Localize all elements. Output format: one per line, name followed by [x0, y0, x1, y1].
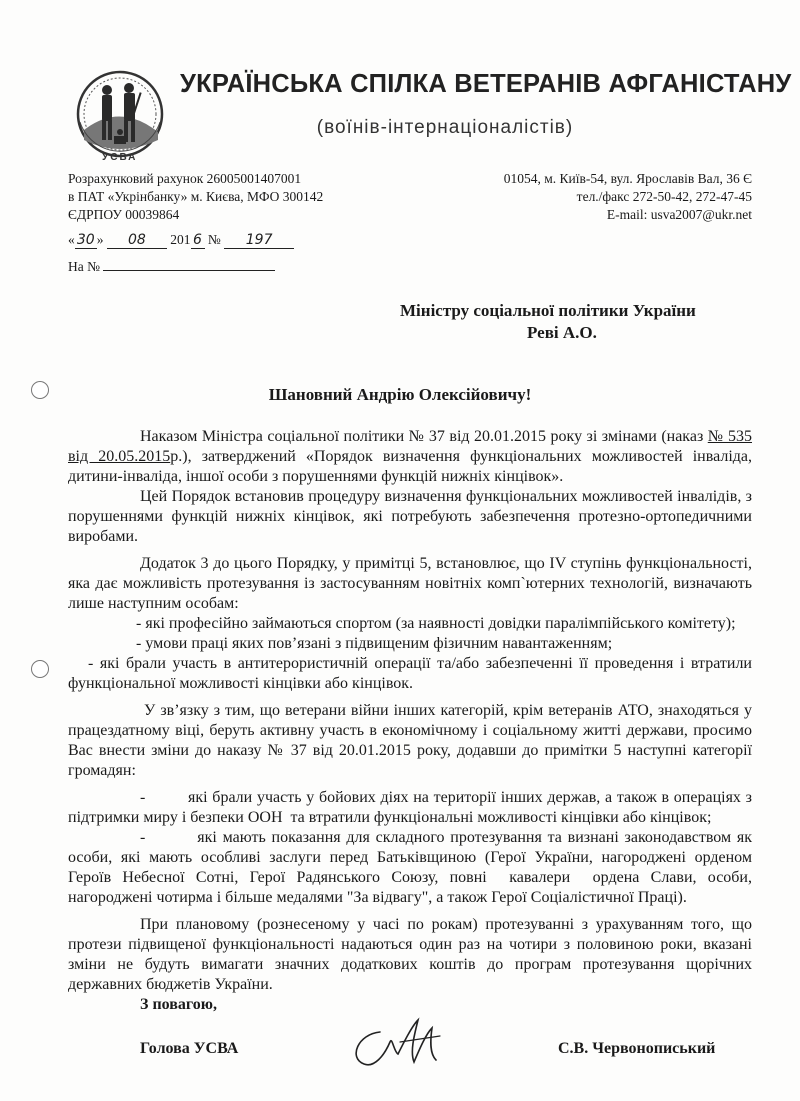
paragraph-3: Додаток 3 до цього Порядку, у примітці 5, встановлює, що IV ступінь функціональності, яка дає можливість протезування із застосуванням новітніх комп`ютерних технологій, визначають лише наступним особам: — [68, 555, 752, 612]
reference-label: На № — [68, 259, 100, 274]
paragraph-1-text: Наказом Міністра соціальної політики № 37 від 20.01.2015 року зі змінами (наказ — [140, 428, 708, 445]
outgoing-month: 08 — [107, 232, 167, 249]
paragraph-1 — [68, 427, 752, 487]
bank-name: в ПАТ «Укрінбанку» м. Києва, МФО 300142 — [68, 189, 324, 204]
organization-subtitle: (воїнів-інтернаціоналістів) — [316, 117, 574, 138]
closing-phrase: З повагою, — [140, 996, 217, 1013]
category-item: - які мають показання для складного протезування та визнані законодавством як особи, які мають особливі заслуги перед Батьківщиною (Герої України, нагороджені орденом Героїв Небесної Сотні, Герої Радянського Союзу, повні кавалери ордена Слави, особи, нагороджені чотирма і більше медалями "За відвагу", а також Герої Соціалістичної Праці). — [68, 829, 756, 906]
signatory-name: С.В. Червонописький — [558, 1040, 716, 1057]
outgoing-number-line: « 30 » 08 201 6 № 197 — [68, 232, 294, 249]
order-reference: № 535 від 20.05.2015 — [68, 428, 752, 465]
outgoing-day: 30 — [75, 232, 97, 249]
contact-requisites — [504, 170, 752, 224]
paragraph-4: У зв’язку з тим, що ветерани війни інших категорій, крім ветеранів АТО, знаходяться у працездатному віці, беруть активну участь в економічному і соціальному житті держави, просимо Вас внести зміни до наказу № 37 від 20.01.2015 року, додавши до примітки 5 наступні категорії громадян: — [68, 702, 752, 779]
paragraph-1-text-cont: р.), затверджений «Порядок визначення функціональних можливостей інваліда, дитини-інваліда, іншої особи з порушеннями функцій нижніх кінцівок». — [68, 448, 752, 485]
phone-fax: тел./факс 272-50-42, 272-47-45 — [576, 189, 752, 204]
addressee-block — [400, 300, 696, 344]
punch-hole-icon — [31, 660, 49, 678]
handwritten-signature — [340, 1012, 450, 1074]
list-item: - умови праці яких пов’язані з підвищеним фізичним навантаженням; — [136, 635, 613, 652]
logo-caption: УСВА — [102, 152, 138, 163]
outgoing-number-label: № — [207, 232, 221, 247]
reference-number-line — [68, 258, 275, 275]
paragraph-5: При плановому (рознесеному у часі по рокам) протезуванні з урахуванням того, що протези підвищеної функціональності надаються один раз на чотири з половиною роки, вказані зміни не будуть вимагати значних додаткових коштів до програм протезування щорічних державних бюджетів України. — [68, 916, 752, 993]
postal-address: 01054, м. Київ-54, вул. Ярославів Вал, 36 Є — [503, 171, 752, 186]
reference-blank — [103, 258, 275, 271]
paragraph-2: Цей Порядок встановив процедуру визначення функціональних можливостей інвалідів, з порушеннями функцій нижніх кінцівок, які потребують забезпечення протезно-ортопедичними виробами. — [68, 488, 752, 545]
letter-body — [68, 427, 756, 995]
addressee-position: Міністру соціальної політики України — [400, 301, 696, 320]
outgoing-year-digit: 6 — [191, 232, 205, 249]
bank-account: Розрахунковий рахунок 26005001407001 — [68, 171, 302, 186]
signatory-role: Голова УСВА — [140, 1040, 239, 1057]
category-item: - які брали участь у бойових діях на території інших держав, а також в операціях з підтримки миру і безпеки ООН та втратили функціональні можливості кінцівки або кінцівок; — [68, 789, 756, 826]
email-address: E-mail: usva2007@ukr.net — [606, 207, 752, 222]
outgoing-year-prefix: 201 — [170, 232, 191, 247]
list-item: - які професійно займаються спортом (за наявності довідки паралімпійського комітету); — [136, 615, 736, 632]
addressee-name: Реві А.О. — [527, 323, 597, 342]
organization-title: УКРАЇНСЬКА СПІЛКА ВЕТЕРАНІВ АФГАНІСТАНУ — [180, 70, 792, 98]
outgoing-number: 197 — [224, 232, 294, 249]
edrpou-code: ЄДРПОУ 00039864 — [68, 207, 180, 222]
list-item: - які брали участь в антитерористичній операції та/або забезпеченні її проведення і втратили функціональної можливості кінцівки або кінцівок. — [68, 655, 752, 692]
bank-requisites — [68, 170, 323, 224]
salutation: Шановний Андрію Олексійовичу! — [268, 385, 532, 404]
